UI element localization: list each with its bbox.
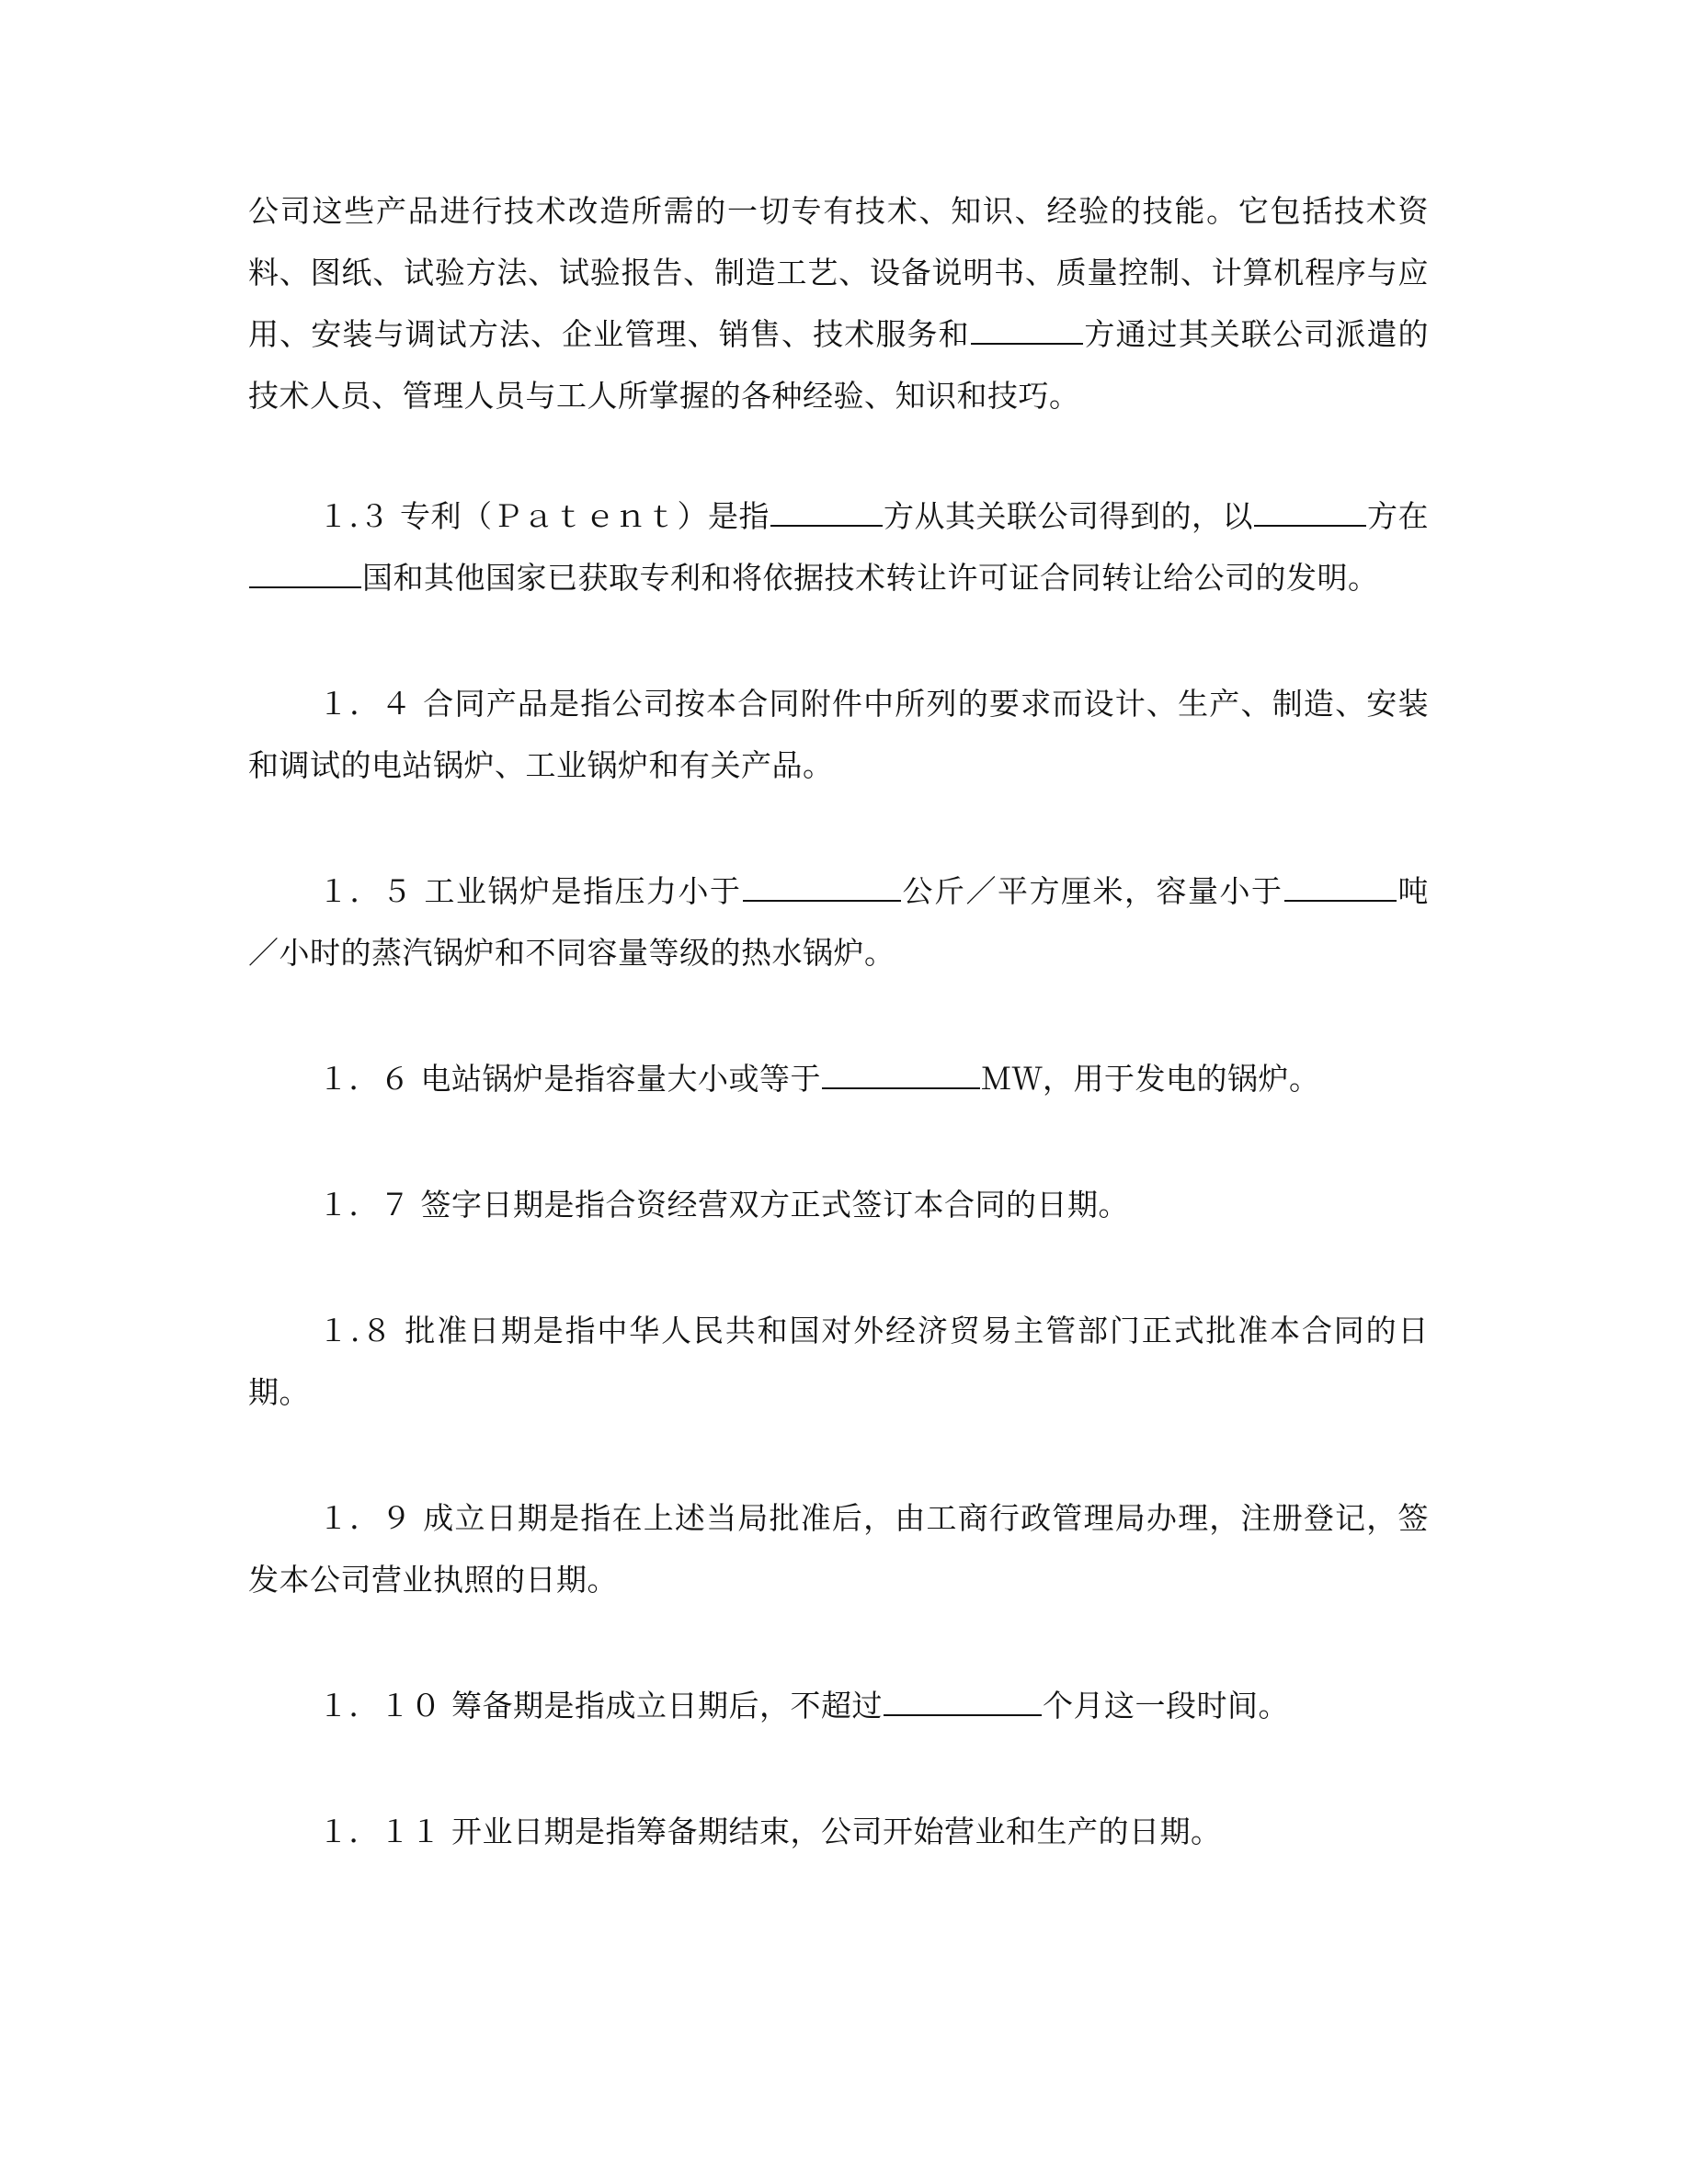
clause-1-11-opening-date (248, 1801, 1429, 1862)
fill-in-blank (1284, 874, 1397, 902)
paragraph-text: 吨／小时的蒸汽锅炉和不同容量等级的热水锅炉。 (248, 873, 1429, 971)
paragraph-text: １．９ 成立日期是指在上述当局批准后，由工商行政管理局办理，注册登记，签发本公司营业执照的日期。 (248, 1500, 1429, 1598)
clause-1-3-patent (248, 485, 1429, 609)
document-body (248, 180, 1429, 1927)
clause-1-5-industrial-boiler (248, 860, 1429, 984)
fill-in-blank (770, 499, 883, 527)
paragraph-text: １．１０ 筹备期是指成立日期后，不超过 (318, 1688, 883, 1723)
fill-in-blank (743, 874, 901, 902)
paragraph-text: １．４ 合同产品是指公司按本合同附件中所列的要求而设计、生产、制造、安装和调试的电站锅炉、工业锅炉和有关产品。 (248, 686, 1429, 783)
paragraph-text: １．１１ 开业日期是指筹备期结束，公司开始营业和生产的日期。 (318, 1814, 1222, 1849)
clause-1-9-establishment-date (248, 1487, 1429, 1610)
clause-1-10-preparation-period (248, 1675, 1429, 1736)
fill-in-blank (971, 317, 1083, 345)
paragraph-text: ＭＷ，用于发电的锅炉。 (981, 1061, 1320, 1097)
fill-in-blank (884, 1689, 1042, 1716)
paragraph-text: 方从其关联公司得到的，以 (884, 498, 1254, 534)
clause-1-4-contract-products (248, 673, 1429, 796)
fill-in-blank (1254, 499, 1366, 527)
paragraph-text: １．５ 工业锅炉是指压力小于 (318, 873, 742, 909)
fill-in-blank (249, 561, 361, 588)
paragraph-text: １.３ 专利（Ｐａｔｅｎｔ）是指 (318, 498, 770, 534)
paragraph-text: 公司这些产品进行技术改造所需的一切专有技术、知识、经验的技能。它包括技术资料、图纸、试验方法、试验报告、制造工艺、设备说明书、质量控制、计算机程序与应用、安装与调试方法、企业管理、销售、技术服务和 (248, 193, 1429, 352)
paragraph-text: １．６ 电站锅炉是指容量大小或等于 (318, 1061, 821, 1097)
paragraph-text: 国和其他国家已获取专利和将依据技术转让许可证合同转让给公司的发明。 (362, 560, 1379, 596)
clause-1-8-approval-date (248, 1300, 1429, 1423)
clause-1-7-signing-date (248, 1174, 1429, 1235)
fill-in-blank (822, 1062, 980, 1089)
paragraph-text: 方通过其关联公司派遣的技术人员、管理人员与工人所掌握的各种经验、知识和技巧。 (248, 316, 1430, 414)
paragraph-text: １.８ 批准日期是指中华人民共和国对外经济贸易主管部门正式批准本合同的日期。 (248, 1313, 1429, 1410)
paragraph-text: 方在 (1367, 498, 1430, 534)
paragraph-text: 公斤／平方厘米，容量小于 (901, 873, 1283, 909)
paragraph-know-how-continued (248, 180, 1429, 427)
paragraph-text: １．７ 签字日期是指合资经营双方正式签订本合同的日期。 (318, 1187, 1129, 1223)
paragraph-text: 个月这一段时间。 (1043, 1688, 1289, 1723)
clause-1-6-utility-boiler (248, 1048, 1429, 1109)
